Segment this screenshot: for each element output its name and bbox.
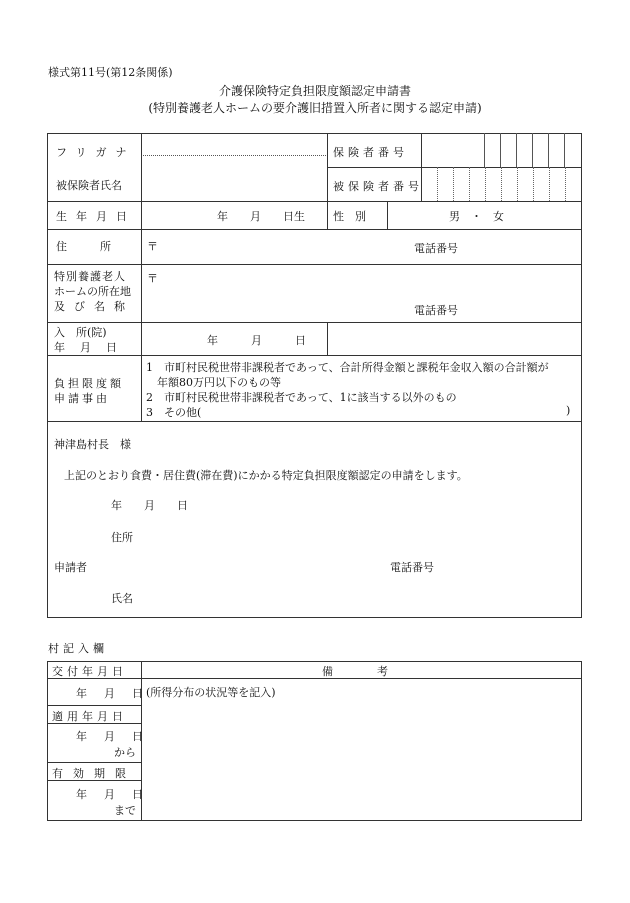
insurer-number-input[interactable] bbox=[422, 134, 580, 166]
admission-label-line1: 入 所(院) bbox=[54, 326, 107, 339]
valid-date-field[interactable]: 年 月 日 bbox=[76, 788, 146, 801]
facility-postal-mark: 〒 bbox=[147, 272, 158, 285]
applicant-name-label: 氏名 bbox=[111, 592, 133, 605]
applicant-phone-label: 電話番号 bbox=[390, 561, 434, 574]
apply-date-label: 適用年月日 bbox=[52, 710, 127, 723]
addressee: 神津島村長 様 bbox=[54, 438, 131, 451]
reason-option-2[interactable]: 2 市町村民税世帯非課税者であって、1に該当する以外のもの bbox=[146, 391, 457, 404]
reason-option-1[interactable]: 1 市町村民税世帯非課税者であって、合計所得金額と課税年金収入額の合計額が bbox=[146, 361, 549, 374]
birth-date-field[interactable]: 年 月 日生 bbox=[217, 210, 305, 223]
address-phone-label: 電話番号 bbox=[414, 242, 458, 255]
valid-period-label: 有効期限 bbox=[52, 767, 136, 780]
applicant-address-label: 住所 bbox=[111, 531, 133, 544]
valid-until-label: まで bbox=[114, 804, 136, 817]
facility-label-line1: 特別養護老人 bbox=[54, 270, 126, 283]
insurer-number-label: 保険者番号 bbox=[333, 146, 408, 159]
insured-number-label: 被保険者番号 bbox=[333, 180, 423, 193]
admission-date-field[interactable]: 年 月 日 bbox=[207, 334, 306, 347]
form-number: 様式第11号(第12条関係) bbox=[48, 66, 173, 79]
reason-option-3-close: ) bbox=[566, 404, 571, 417]
facility-label-line2: ホームの所在地 bbox=[54, 285, 131, 298]
village-section-heading: 村記入欄 bbox=[48, 642, 108, 655]
remarks-label: 備 考 bbox=[322, 665, 388, 678]
facility-input[interactable] bbox=[160, 268, 410, 318]
reason-label-line2: 申請事由 bbox=[54, 392, 110, 405]
admission-label-line2: 年 月 日 bbox=[54, 341, 119, 354]
form-title: 介護保険特定負担限度額認定申請書 bbox=[218, 84, 411, 98]
facility-label-line3: 及び名称 bbox=[54, 300, 134, 313]
reason-label-line1: 負担限度額 bbox=[54, 377, 124, 390]
applicant-label: 申請者 bbox=[54, 561, 87, 574]
apply-date-field[interactable]: 年 月 日 bbox=[76, 730, 146, 743]
apply-from-label: から bbox=[114, 746, 136, 759]
sex-label: 性 別 bbox=[333, 210, 366, 223]
insured-name-input[interactable] bbox=[144, 160, 324, 198]
insured-name-label: 被保険者氏名 bbox=[56, 179, 122, 192]
issue-date-label: 交付年月日 bbox=[52, 665, 127, 678]
reason-option-1-cont: 年額80万円以下のもの等 bbox=[146, 376, 281, 389]
address-label: 住 所 bbox=[56, 240, 111, 253]
remarks-note: (所得分布の状況等を記入) bbox=[146, 686, 276, 699]
furigana-input[interactable] bbox=[144, 137, 324, 153]
declaration-text: 上記のとおり食費・居住費(滞在費)にかかる特定負担限度額認定の申請をします。 bbox=[64, 469, 468, 482]
address-input[interactable] bbox=[160, 233, 410, 259]
furigana-label: フリガナ bbox=[56, 146, 136, 159]
form-subtitle: (特別養護老人ホームの要介護旧措置入所者に関する認定申請) bbox=[148, 101, 482, 115]
remarks-input[interactable] bbox=[146, 700, 576, 816]
issue-date-field[interactable]: 年 月 日 bbox=[76, 687, 146, 700]
facility-phone-label: 電話番号 bbox=[414, 304, 458, 317]
birth-date-label: 生年月日 bbox=[56, 210, 136, 223]
sex-options[interactable]: 男 ・ 女 bbox=[449, 210, 504, 223]
address-postal-mark: 〒 bbox=[147, 240, 158, 253]
reason-option-3[interactable]: 3 その他( bbox=[146, 406, 202, 419]
declaration-date-field[interactable]: 年 月 日 bbox=[111, 499, 188, 512]
insured-number-input[interactable] bbox=[422, 168, 580, 200]
